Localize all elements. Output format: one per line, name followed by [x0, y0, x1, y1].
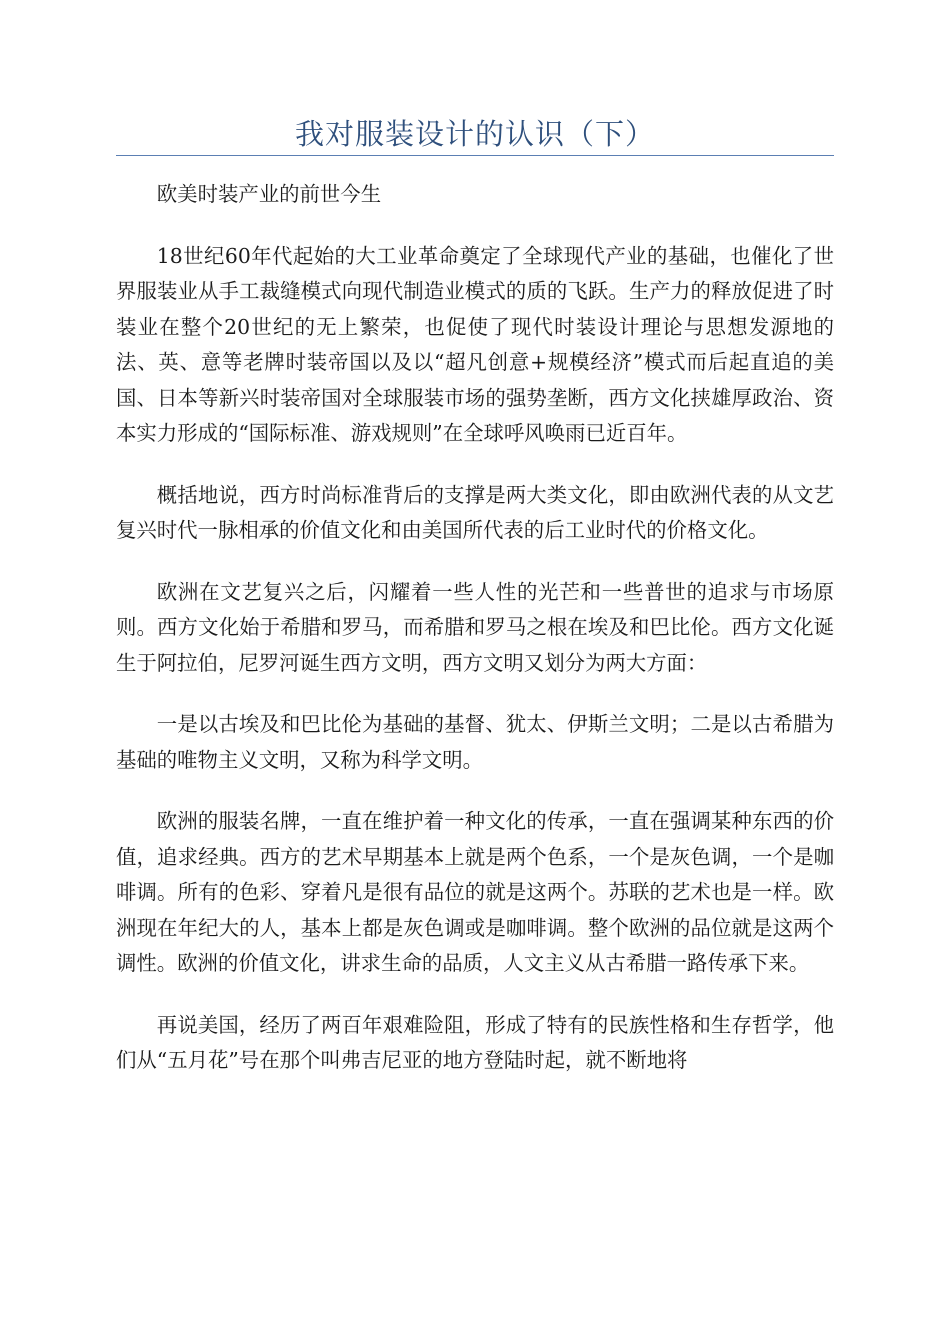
paragraph-4: 一是以古埃及和巴比伦为基础的基督、犹太、伊斯兰文明；二是以古希腊为基础的唯物主义文明，又称为科学文明。 — [116, 712, 834, 772]
paragraph-2: 概括地说，西方时尚标准背后的支撑是两大类文化，即由欧洲代表的从文艺复兴时代一脉相承的价值文化和由美国所代表的后工业时代的价格文化。 — [116, 482, 834, 542]
paragraph-3: 欧洲在文艺复兴之后，闪耀着一些人性的光芒和一些普世的追求与市场原则。西方文化始于希腊和罗马，而希腊和罗马之根在埃及和巴比伦。西方文化诞生于阿拉伯，尼罗河诞生西方文明，西方文明又划分为两大方面： — [116, 579, 834, 675]
paragraph-1: 18世纪60年代起始的大工业革命奠定了全球现代产业的基础，也催化了世界服装业从手工裁缝模式向现代制造业模式的质的飞跃。生产力的释放促进了时装业在整个20世纪的无上繁荣，也促使了现代时装设计理论与思想发源地的法、英、意等老牌时装帝国以及以“超凡创意+规模经济”模式而后起直追的美国、日本等新兴时装帝国对全球服装市场的强势垄断，西方文化挟雄厚政治、资本实力形成的“国际标准、游戏规则”在全球呼风唤雨已近百年。 — [116, 243, 834, 445]
document-page — [116, 0, 834, 1079]
section-heading: 欧美时装产业的前世今生 — [156, 182, 382, 206]
title-underline — [116, 155, 834, 156]
paragraph-5: 欧洲的服装名牌，一直在维护着一种文化的传承，一直在强调某种东西的价值，追求经典。西方的艺术早期基本上就是两个色系，一个是灰色调，一个是咖啡调。所有的色彩、穿着凡是很有品位的就是这两个。苏联的艺术也是一样。欧洲现在年纪大的人，基本上都是灰色调或是咖啡调。整个欧洲的品位就是这两个调性。欧洲的价值文化，讲求生命的品质，人文主义从古希腊一路传承下来。 — [116, 809, 834, 975]
paragraph-6: 再说美国，经历了两百年艰难险阻，形成了特有的民族性格和生存哲学，他们从“五月花”号在那个叫弗吉尼亚的地方登陆时起，就不断地将 — [116, 1012, 834, 1072]
document-title: 我对服装设计的认识（下） — [294, 117, 655, 151]
